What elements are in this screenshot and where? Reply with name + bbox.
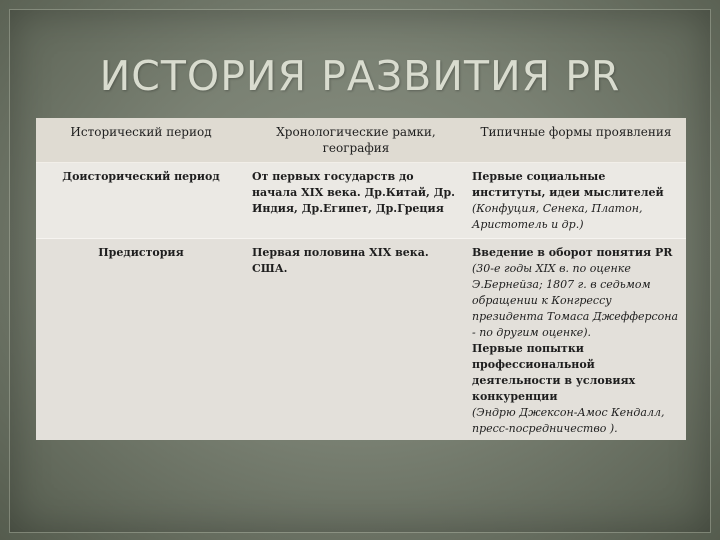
- row1-forms: [466, 163, 686, 239]
- row2-forms: [466, 239, 686, 441]
- header-forms: Типичные формы проявления: [466, 118, 686, 163]
- row1-timeframe: От первых государств до начала XIX века. Др.Китай, Др. Индия, Др.Египет, Др.Греция: [246, 163, 466, 239]
- row1-period: Доисторический период: [36, 163, 246, 239]
- table-header-row: [36, 118, 686, 163]
- row2-forms-note-1: (30-е годы XIX в. по оценке Э.Бернейза; 1807 г. в седьмом обращении к Конгрессу президента Томаса Джефферсона - по другим оценке).: [472, 262, 679, 339]
- table-row: [36, 239, 686, 441]
- history-table: [36, 118, 686, 440]
- table-row: [36, 163, 686, 239]
- header-period: Исторический период: [36, 118, 246, 163]
- row2-period: Предистория: [36, 239, 246, 441]
- row2-forms-main-2: Первые попытки профессиональной деятельности в условиях конкуренции: [472, 342, 636, 403]
- row1-forms-main: Первые социальные институты, идеи мыслителей: [472, 170, 664, 199]
- row1-forms-note: (Конфуция, Сенека, Платон, Аристотель и др.): [472, 202, 643, 231]
- row2-forms-main-1: Введение в оборот понятия PR: [472, 246, 673, 259]
- row2-forms-note-2: (Эндрю Джексон-Амос Кендалл, пресс-посредничество ).: [472, 406, 665, 435]
- row2-timeframe: Первая половина XIX века. США.: [246, 239, 466, 441]
- slide-title: ИСТОРИЯ РАЗВИТИЯ PR: [99, 52, 621, 100]
- header-timeframe: Хронологические рамки, география: [246, 118, 466, 163]
